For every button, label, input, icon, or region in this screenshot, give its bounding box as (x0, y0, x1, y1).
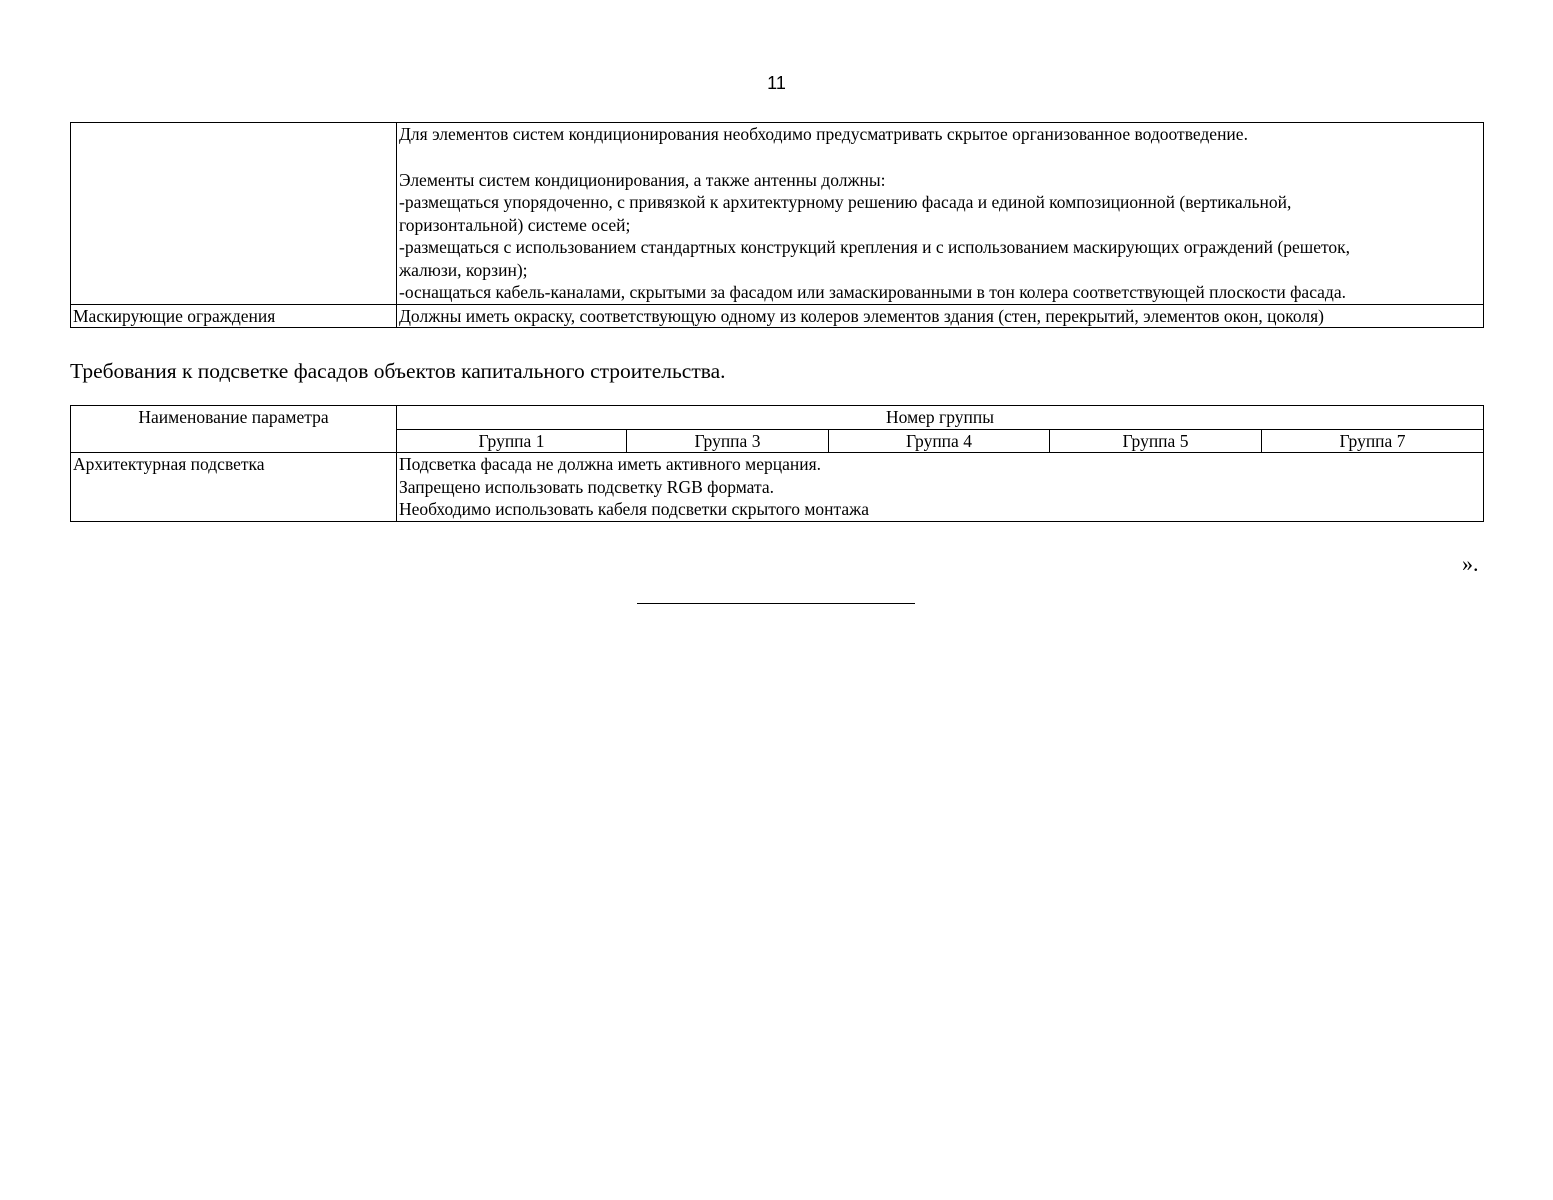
table-row (71, 453, 1484, 522)
table-header-row (71, 406, 1484, 430)
requirement-line: Подсветка фасада не должна иметь активного мерцания. (399, 454, 822, 474)
group-header: Группа 5 (1050, 429, 1262, 453)
group-header: Группа 7 (1262, 429, 1484, 453)
lighting-requirements-table (70, 405, 1484, 522)
requirements-cell (397, 453, 1484, 522)
page-number: 11 (767, 73, 786, 93)
requirement-line: горизонтальной) системе осей; (399, 214, 631, 235)
table-row (71, 304, 1484, 328)
requirement-line: Запрещено использовать подсветку RGB формата. (399, 476, 775, 497)
closing-quote-mark: ». (1462, 551, 1479, 576)
table-row (71, 123, 1484, 305)
group-header: Группа 1 (397, 429, 627, 453)
parameter-cell: Маскирующие ограждения (71, 304, 397, 328)
requirements-cell: Должны иметь окраску, соответствующую одному из колеров элементов здания (стен, перекрытий, элементов окон, цоколя) (397, 304, 1484, 328)
parameter-cell: Архитектурная подсветка (71, 453, 397, 522)
blank-line (399, 146, 1481, 169)
requirement-line: Элементы систем кондиционирования, а также антенны должны: (399, 169, 886, 190)
header-parameter-name: Наименование параметра (71, 406, 397, 453)
group-header: Группа 3 (627, 429, 829, 453)
requirement-line: -размещаться с использованием стандартных конструкций крепления и с использованием маскирующих ограждений (решеток, (399, 237, 1351, 257)
requirement-line: -размещаться упорядоченно, с привязкой к архитектурному решению фасада и единой композиционной (вертикальной, (399, 192, 1292, 212)
parameter-cell (71, 123, 397, 305)
section-heading: Требования к подсветке фасадов объектов капитального строительства. (70, 359, 726, 383)
end-divider (637, 603, 915, 604)
requirement-line: -оснащаться кабель-каналами, скрытыми за фасадом или замаскированными в тон колера соответствующей плоскости фасада. (399, 282, 1346, 302)
requirement-line: Для элементов систем кондиционирования необходимо предусматривать скрытое организованное водоотведение. (399, 124, 1248, 144)
requirement-line: жалюзи, корзин); (399, 259, 528, 280)
group-header: Группа 4 (829, 429, 1050, 453)
requirements-cell (397, 123, 1484, 305)
header-group-number: Номер группы (397, 406, 1484, 430)
facade-requirements-table (70, 122, 1484, 328)
requirement-line: Необходимо использовать кабеля подсветки скрытого монтажа (399, 499, 870, 519)
